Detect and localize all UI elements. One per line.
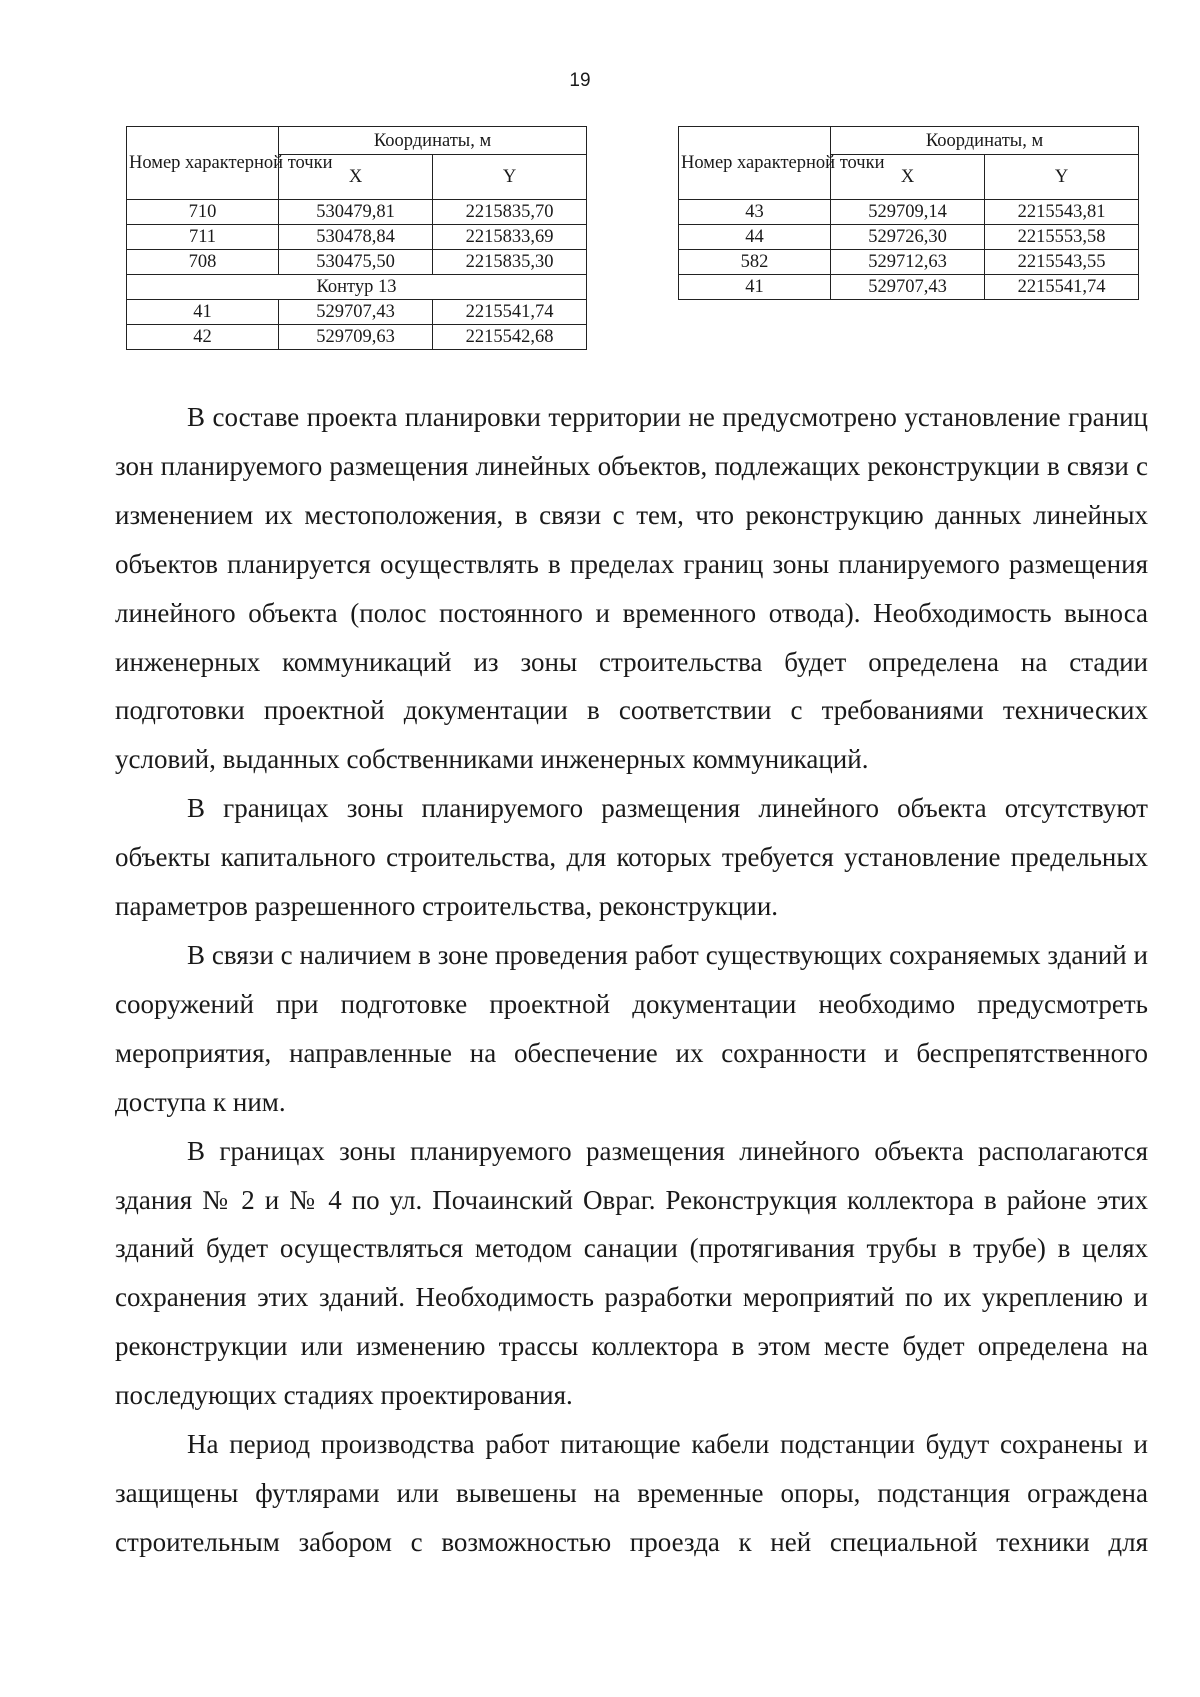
x-cell: 529709,63 bbox=[279, 325, 433, 350]
contour-row bbox=[127, 275, 587, 300]
header-y: Y bbox=[433, 155, 587, 200]
x-cell: 530479,81 bbox=[279, 200, 433, 225]
table-row bbox=[127, 300, 587, 325]
x-cell: 530475,50 bbox=[279, 250, 433, 275]
y-cell: 2215543,81 bbox=[985, 200, 1139, 225]
contour-label: Контур 13 bbox=[127, 275, 587, 300]
header-x: X bbox=[831, 155, 985, 200]
y-cell: 2215541,74 bbox=[433, 300, 587, 325]
y-cell: 2215835,70 bbox=[433, 200, 587, 225]
point-number-cell: 43 bbox=[679, 200, 831, 225]
x-cell: 529726,30 bbox=[831, 225, 985, 250]
point-number-cell: 711 bbox=[127, 225, 279, 250]
point-number-cell: 41 bbox=[127, 300, 279, 325]
coordinates-table-right bbox=[678, 126, 1139, 300]
table-header-row bbox=[679, 127, 1139, 155]
table-row bbox=[127, 250, 587, 275]
point-number-cell: 44 bbox=[679, 225, 831, 250]
point-number-cell: 42 bbox=[127, 325, 279, 350]
header-coordinates: Координаты, м bbox=[831, 127, 1139, 155]
point-number-cell: 41 bbox=[679, 275, 831, 300]
table-row bbox=[127, 225, 587, 250]
table-row bbox=[679, 275, 1139, 300]
point-number-cell: 708 bbox=[127, 250, 279, 275]
paragraph: В границах зоны планируемого размещения линейного объекта располагаются здания № 2 и № 4 по ул. Почаинский Овраг. Реконструкция коллектора в районе этих зданий будет осуществляться методом санации (протягивания трубы в трубе) в целях сохранения этих зданий. Необходимость разработки мероприятий по их укреплению и реконструкции или изменению трассы коллектора в этом месте будет определена на последующих стадиях проектирования. bbox=[115, 1135, 1148, 1411]
paragraph: В составе проекта планировки территории не предусмотрено установление границ зон планируемого размещения линейных объектов, подлежащих реконструкции в связи с изменением их местоположения, в связи с тем, что реконструкцию данных линейных объектов планируется осуществлять в пределах границ зоны планируемого размещения линейного объекта (полос постоянного и временного отвода). Необходимость выноса инженерных коммуникаций из зоны строительства будет определена на стадии подготовки проектной документации в соответствии с требованиями технических условий, выданных собственниками инженерных коммуникаций. bbox=[115, 402, 1148, 775]
table-row bbox=[679, 200, 1139, 225]
header-y: Y bbox=[985, 155, 1139, 200]
body-text bbox=[115, 393, 1148, 1567]
table-row bbox=[127, 325, 587, 350]
x-cell: 529709,14 bbox=[831, 200, 985, 225]
point-number-cell: 582 bbox=[679, 250, 831, 275]
header-x: X bbox=[279, 155, 433, 200]
y-cell: 2215833,69 bbox=[433, 225, 587, 250]
y-cell: 2215541,74 bbox=[985, 275, 1139, 300]
y-cell: 2215835,30 bbox=[433, 250, 587, 275]
table-header-row bbox=[127, 127, 587, 155]
y-cell: 2215543,55 bbox=[985, 250, 1139, 275]
header-coordinates: Координаты, м bbox=[279, 127, 587, 155]
table-row bbox=[679, 250, 1139, 275]
paragraph: На период производства работ питающие кабели подстанции будут сохранены и защищены футлярами или вывешены на временные опоры, подстанция ограждена строительным забором с возможностью проезда к ней специальной техники для bbox=[115, 1429, 1148, 1557]
x-cell: 529707,43 bbox=[831, 275, 985, 300]
header-point-number: Номер характерной точки bbox=[127, 127, 279, 200]
y-cell: 2215553,58 bbox=[985, 225, 1139, 250]
coordinates-table-left bbox=[126, 126, 587, 350]
point-number-cell: 710 bbox=[127, 200, 279, 225]
table-row bbox=[127, 200, 587, 225]
y-cell: 2215542,68 bbox=[433, 325, 587, 350]
page-number: 19 bbox=[569, 70, 591, 91]
paragraph: В связи с наличием в зоне проведения работ существующих сохраняемых зданий и сооружений при подготовке проектной документации необходимо предусмотреть мероприятия, направленные на обеспечение их сохранности и беспрепятственного доступа к ним. bbox=[115, 939, 1148, 1117]
header-point-number: Номер характерной точки bbox=[679, 127, 831, 200]
x-cell: 529707,43 bbox=[279, 300, 433, 325]
table-row bbox=[679, 225, 1139, 250]
paragraph: В границах зоны планируемого размещения линейного объекта отсутствуют объекты капитального строительства, для которых требуется установление предельных параметров разрешенного строительства, реконструкции. bbox=[115, 793, 1148, 922]
x-cell: 530478,84 bbox=[279, 225, 433, 250]
x-cell: 529712,63 bbox=[831, 250, 985, 275]
